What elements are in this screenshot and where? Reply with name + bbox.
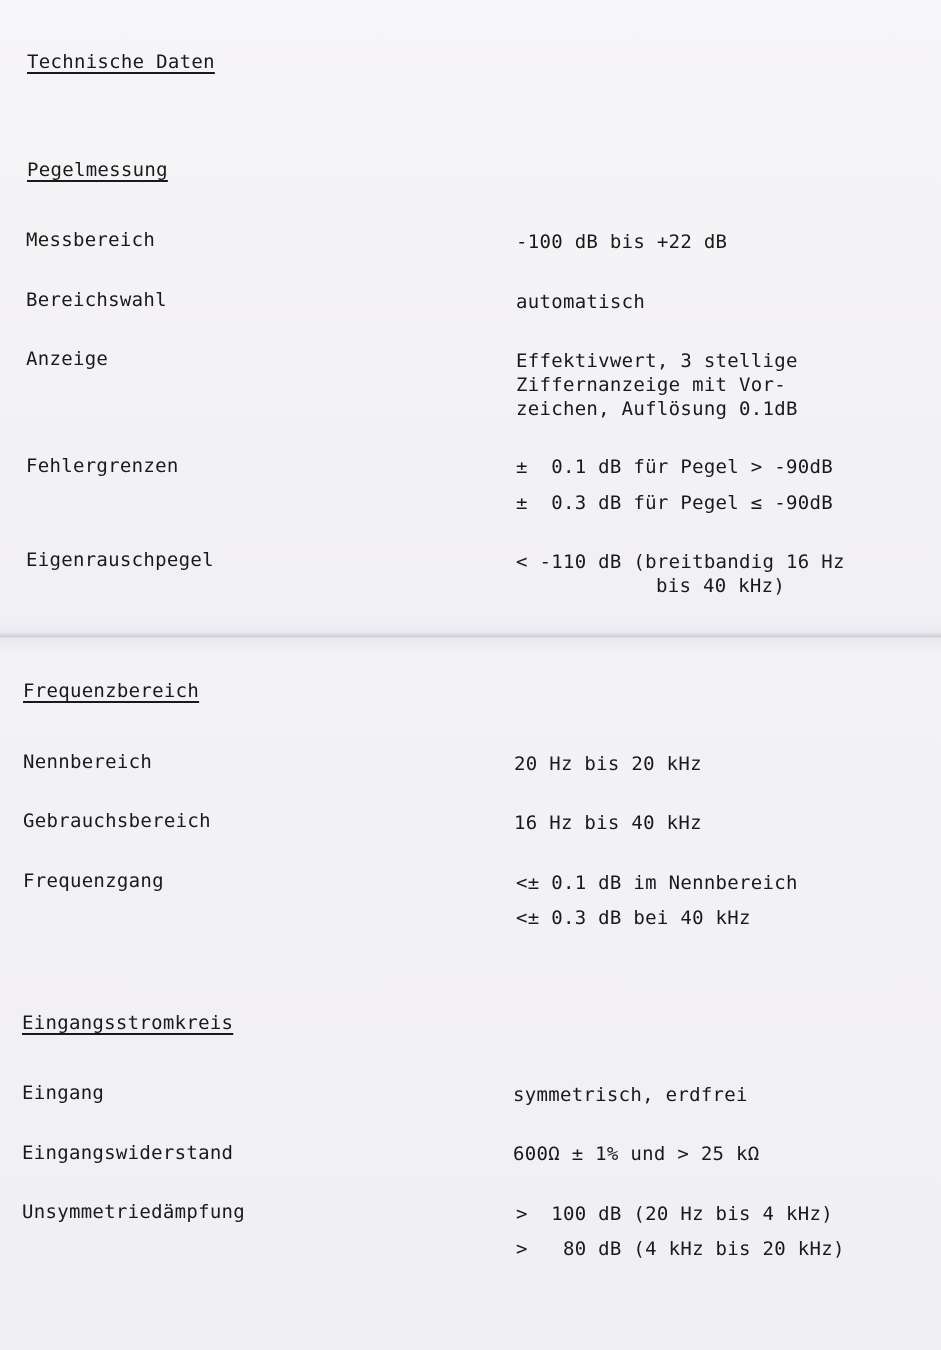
spec-value-frequenzgang-line2: <± 0.3 dB bei 40 kHz	[516, 907, 751, 929]
spec-value-unsymmetriedaempfung-line2: > 80 dB (4 kHz bis 20 kHz)	[516, 1238, 845, 1260]
spec-label-gebrauchsbereich: Gebrauchsbereich	[23, 810, 211, 832]
spec-value-anzeige-line2: Ziffernanzeige mit Vor-	[516, 374, 786, 396]
spec-value-fehlergrenzen-line1: ± 0.1 dB für Pegel > -90dB	[516, 456, 833, 478]
spec-value-gebrauchsbereich: 16 Hz bis 40 kHz	[514, 812, 702, 834]
spec-value-eigenrauschpegel-line1: < -110 dB (breitbandig 16 Hz	[516, 551, 845, 573]
spec-value-anzeige-line3: zeichen, Auflösung 0.1dB	[516, 398, 798, 420]
spec-value-messbereich: -100 dB bis +22 dB	[516, 231, 728, 253]
spec-value-eigenrauschpegel-line2: bis 40 kHz)	[656, 575, 786, 597]
spec-label-fehlergrenzen: Fehlergrenzen	[26, 455, 179, 477]
document-title: Technische Daten	[27, 51, 215, 73]
spec-value-eingang: symmetrisch, erdfrei	[513, 1084, 748, 1106]
spec-label-frequenzgang: Frequenzgang	[23, 870, 164, 892]
spec-value-bereichswahl: automatisch	[516, 291, 646, 313]
paper-fold	[0, 632, 941, 642]
section-heading-eingangsstromkreis: Eingangsstromkreis	[22, 1012, 234, 1034]
spec-value-fehlergrenzen-line2: ± 0.3 dB für Pegel ≤ -90dB	[516, 492, 833, 514]
spec-value-frequenzgang-line1: <± 0.1 dB im Nennbereich	[516, 872, 798, 894]
spec-value-nennbereich: 20 Hz bis 20 kHz	[514, 753, 702, 775]
spec-label-nennbereich: Nennbereich	[23, 751, 153, 773]
spec-label-messbereich: Messbereich	[26, 229, 156, 251]
spec-value-eingangswiderstand: 600Ω ± 1% und > 25 kΩ	[513, 1143, 760, 1165]
spec-label-eigenrauschpegel: Eigenrauschpegel	[26, 549, 214, 571]
spec-label-eingang: Eingang	[22, 1082, 105, 1104]
spec-label-unsymmetriedaempfung: Unsymmetriedämpfung	[22, 1201, 246, 1223]
section-heading-pegelmessung: Pegelmessung	[27, 159, 168, 181]
spec-label-eingangswiderstand: Eingangswiderstand	[22, 1142, 234, 1164]
spec-value-unsymmetriedaempfung-line1: > 100 dB (20 Hz bis 4 kHz)	[516, 1203, 833, 1225]
spec-value-anzeige-line1: Effektivwert, 3 stellige	[516, 350, 798, 372]
spec-label-bereichswahl: Bereichswahl	[26, 289, 167, 311]
section-heading-frequenzbereich: Frequenzbereich	[23, 680, 200, 702]
spec-label-anzeige: Anzeige	[26, 348, 109, 370]
